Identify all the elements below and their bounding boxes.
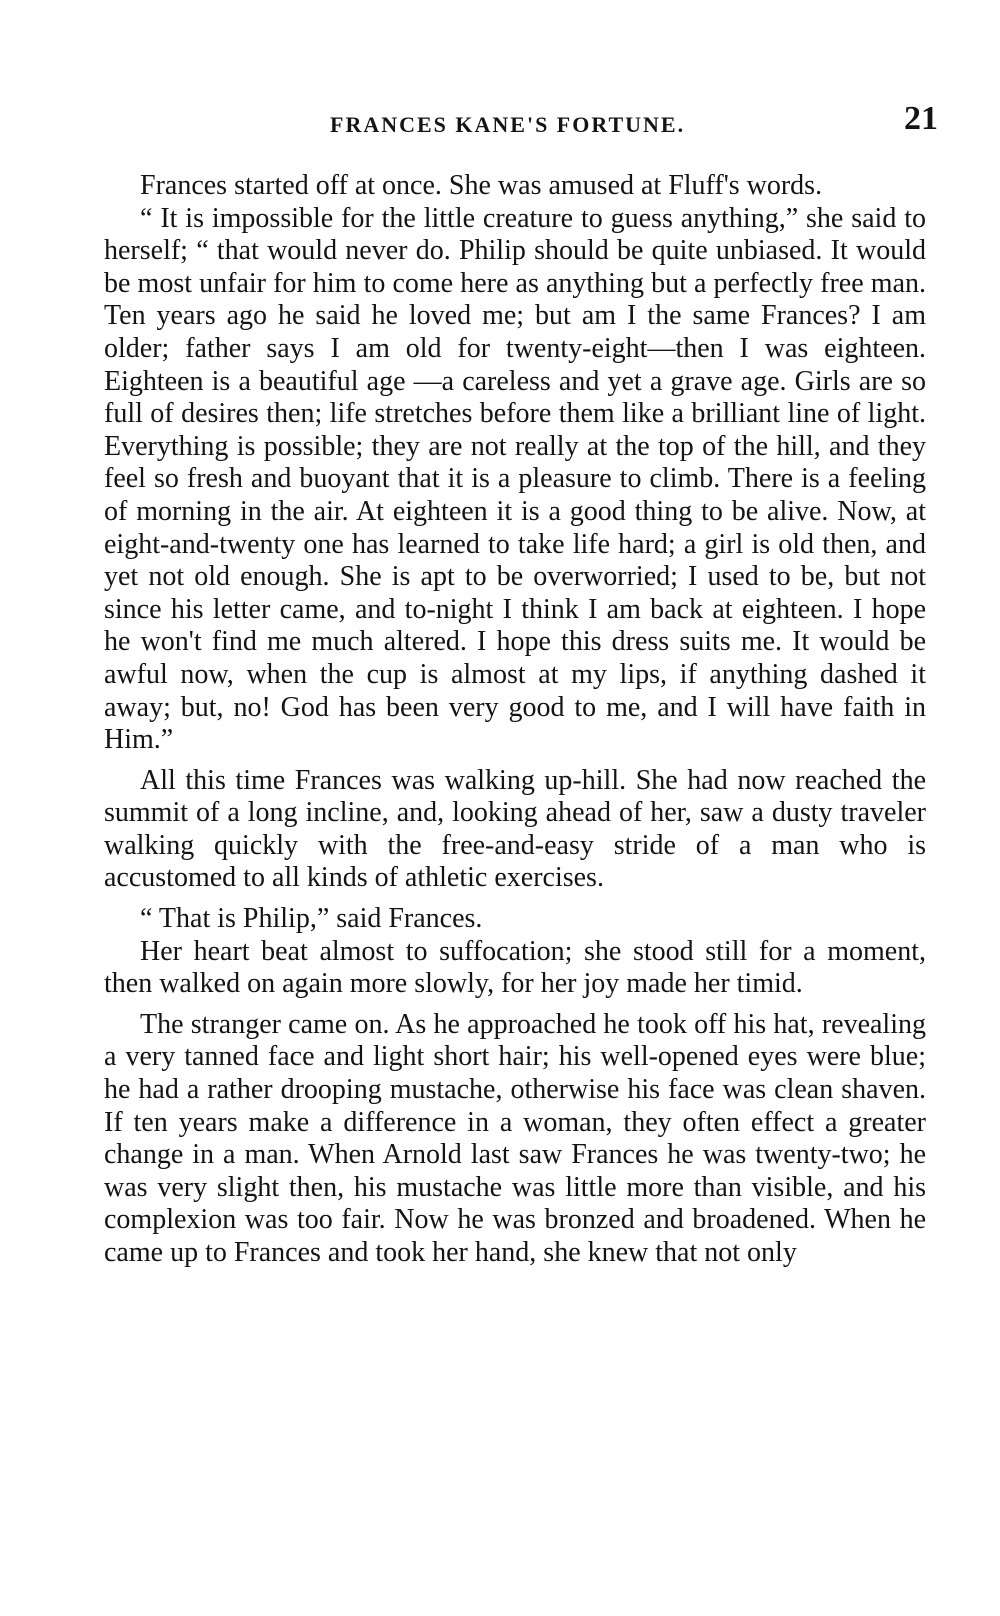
paragraph: All this time Frances was walking up-hill. She had now reached the summit of a long incline, and, looking ahead of her, saw a dusty traveler walking quickly with the free-and-easy stride of a man who is accustomed to all kinds of athletic exercises.: [104, 764, 926, 894]
paragraph: “ That is Philip,” said Frances.: [140, 903, 483, 935]
running-title: FRANCES KANE'S FORTUNE.: [330, 112, 686, 137]
paragraph: The stranger came on. As he approached he took off his hat, revealing a very tanned face and light short hair; his well-opened eyes were blue; he had a rather drooping mustache, otherwise his face was clean shaven. If ten years make a difference in a woman, they often effect a greater change in a man. When Arnold last saw Frances he was twenty-two; he was very slight then, his mustache was little more than visible, and his complexion was too fair. Now he was bronzed and broadened. When he came up to Frances and took her hand, she knew that not only: [104, 1008, 926, 1268]
body-text: [104, 170, 926, 1270]
paragraph: Her heart beat almost to suffocation; she stood still for a moment, then walked on again more slowly, for her joy made her timid.: [104, 935, 926, 1000]
paragraph: “ It is impossible for the little creature to guess anything,” she said to herself; “ that would never do. Philip should be quite unbiased. It would be most unfair for him to come here as anything but a perfectly free man. Ten years ago he said he loved me; but am I the same Frances? I am older; father says I am old for twenty-eight—then I was eighteen. Eighteen is a beautiful age —a careless and yet a grave age. Girls are so full of desires then; life stretches before them like a brilliant line of light. Everything is possible; they are not really at the top of the hill, and they feel so fresh and buoyant that it is a pleasure to climb. There is a feeling of morning in the air. At eighteen it is a good thing to be alive. Now, at eight-and-twenty one has learned to take life hard; a girl is old then, and yet not old enough. She is apt to be overworried; I used to be, but not since his letter came, and to-night I think I am back at eighteen. I hope he won't find me much altered. I hope this dress suits me. It would be awful now, when the cup is almost at my lips, if anything dashed it away; but, no! God has been very good to me, and I will have faith in Him.”: [104, 202, 926, 756]
paragraph: Frances started off at once. She was amused at Fluff's words.: [140, 170, 823, 201]
page-number: 21: [904, 100, 938, 137]
